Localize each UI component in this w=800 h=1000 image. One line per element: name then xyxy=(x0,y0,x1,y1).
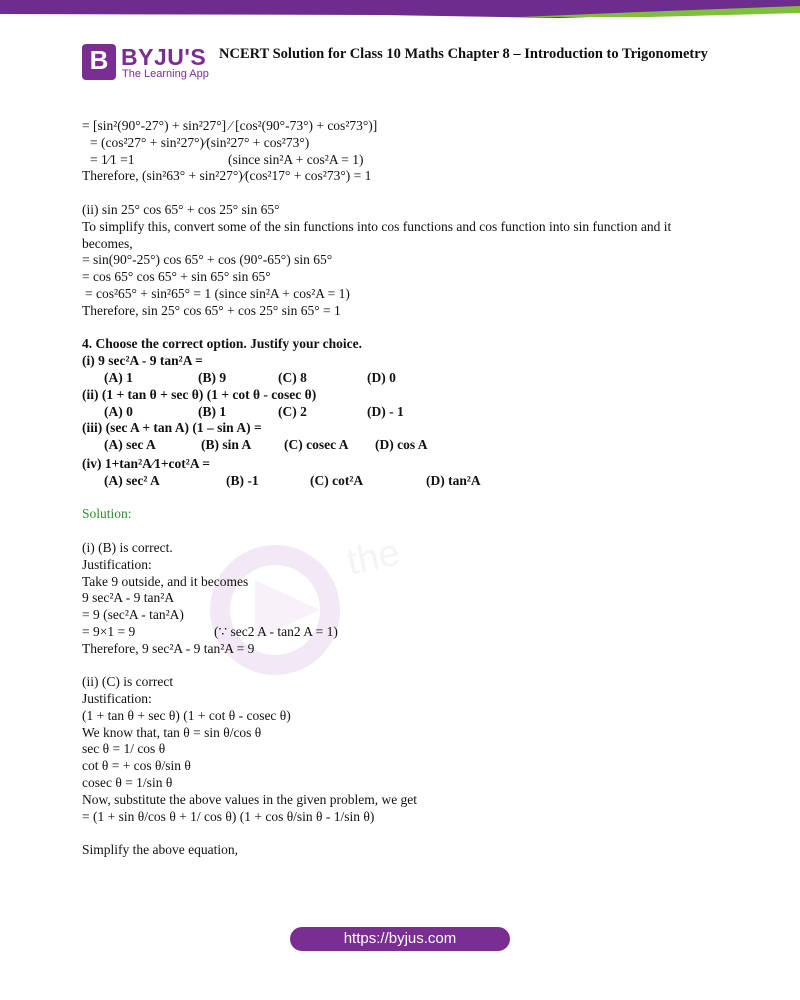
logo-letter: B xyxy=(89,45,109,75)
text-line: = cos²65° + sin²65° = 1 (since sin²A + cos²A = 1) xyxy=(85,285,350,301)
text-line: = 9 (sec²A - tan²A) xyxy=(82,607,184,623)
top-bar-graphic xyxy=(0,0,800,22)
question-heading: 4. Choose the correct option. Justify your choice. xyxy=(82,336,362,352)
text-line: = (cos²27° + sin²27°)⁄(sin²27° + cos²73°) xyxy=(90,134,310,150)
text-line: (1 + tan θ + sec θ) (1 + cot θ - cosec θ) xyxy=(82,707,291,723)
text-line: = [sin²(90°-27°) + sin²27°] ⁄ [cos²(90°-73°) + cos²73°)] xyxy=(82,118,378,133)
option: (B) 1 xyxy=(198,403,227,419)
question-item: (iv) 1+tan²A⁄1+cot²A = xyxy=(82,455,210,471)
logo-mark xyxy=(82,44,116,80)
equation-part: = 1⁄1 =1 xyxy=(90,151,135,167)
option: (D) tan²A xyxy=(426,472,481,488)
text-line: (i) (B) is correct. xyxy=(82,539,173,555)
options-row xyxy=(82,473,732,490)
text-line: Now, substitute the above values in the given problem, we get xyxy=(82,791,418,807)
option: (A) sec² A xyxy=(104,472,160,488)
text-line: Simplify the above equation, xyxy=(82,842,238,858)
options-row xyxy=(82,370,732,387)
website-link[interactable]: https://byjus.com xyxy=(290,927,510,951)
text-line: Justification: xyxy=(82,556,152,572)
option: (A) sec A xyxy=(104,437,156,453)
solution-label: Solution: xyxy=(82,506,132,522)
svg-text:the: the xyxy=(343,531,404,584)
text-line: Justification: xyxy=(82,691,152,707)
text-line: becomes, xyxy=(82,235,133,251)
equation-part: = 9×1 = 9 xyxy=(82,623,136,639)
question-item: (i) 9 sec²A - 9 tan²A = xyxy=(82,353,203,369)
text-line: 9 sec²A - 9 tan²A xyxy=(82,590,175,606)
text-line: = sin(90°-25°) cos 65° + cos (90°-65°) sin 65° xyxy=(82,252,333,268)
option: (D) 0 xyxy=(367,369,396,385)
text-line: Therefore, (sin²63° + sin²27°)⁄(cos²17° + cos²73°) = 1 xyxy=(82,168,372,184)
text-line: Therefore, 9 sec²A - 9 tan²A = 9 xyxy=(82,640,255,656)
text-line: We know that, tan θ = sin θ/cos θ xyxy=(82,724,262,740)
option: (C) 8 xyxy=(278,369,307,385)
option: (B) -1 xyxy=(226,472,259,488)
question-item: (iii) (sec A + tan A) (1 – sin A) = xyxy=(82,420,262,436)
document-title: NCERT Solution for Class 10 Maths Chapter 8 – Introduction to Trigonometry xyxy=(219,46,708,62)
option: (B) 9 xyxy=(198,369,227,385)
text-line xyxy=(82,624,732,641)
text-line: Therefore, sin 25° cos 65° + cos 25° sin 65° = 1 xyxy=(82,302,341,318)
text-line xyxy=(82,152,732,169)
option: (C) cosec A xyxy=(284,437,349,453)
text-line: Take 9 outside, and it becomes xyxy=(82,573,249,589)
logo-brand-name: BYJU'S xyxy=(121,44,207,70)
text-line: To simplify this, convert some of the sin functions into cos functions and cos function into sin function and it xyxy=(82,218,672,234)
page-content xyxy=(82,118,732,859)
options-row xyxy=(82,437,732,454)
equation-note: (since sin²A + cos²A = 1) xyxy=(228,151,364,167)
logo-tagline: The Learning App xyxy=(122,68,209,80)
text-line: sec θ = 1/ cos θ xyxy=(82,741,166,757)
text-line: = cos 65° cos 65° + sin 65° sin 65° xyxy=(82,269,271,285)
option: (C) cot²A xyxy=(310,472,364,488)
option: (D) - 1 xyxy=(367,403,404,419)
question-item: (ii) (1 + tan θ + sec θ) (1 + cot θ - cosec θ) xyxy=(82,386,317,402)
text-line: (ii) sin 25° cos 65° + cos 25° sin 65° xyxy=(82,201,280,217)
byjus-logo xyxy=(82,44,212,80)
option: (B) sin A xyxy=(201,437,252,453)
text-line: cosec θ = 1/sin θ xyxy=(82,775,173,791)
text-line: = (1 + sin θ/cos θ + 1/ cos θ) (1 + cos θ/sin θ - 1/sin θ) xyxy=(82,808,375,824)
option: (A) 0 xyxy=(104,403,133,419)
options-row xyxy=(82,404,732,421)
option: (D) cos A xyxy=(375,437,428,453)
equation-note: (∵ sec2 A - tan2 A = 1) xyxy=(214,623,338,639)
text-line: (ii) (C) is correct xyxy=(82,674,174,690)
text-line: cot θ = + cos θ/sin θ xyxy=(82,758,191,774)
option: (C) 2 xyxy=(278,403,307,419)
option: (A) 1 xyxy=(104,369,133,385)
top-decorative-bar xyxy=(0,0,800,22)
